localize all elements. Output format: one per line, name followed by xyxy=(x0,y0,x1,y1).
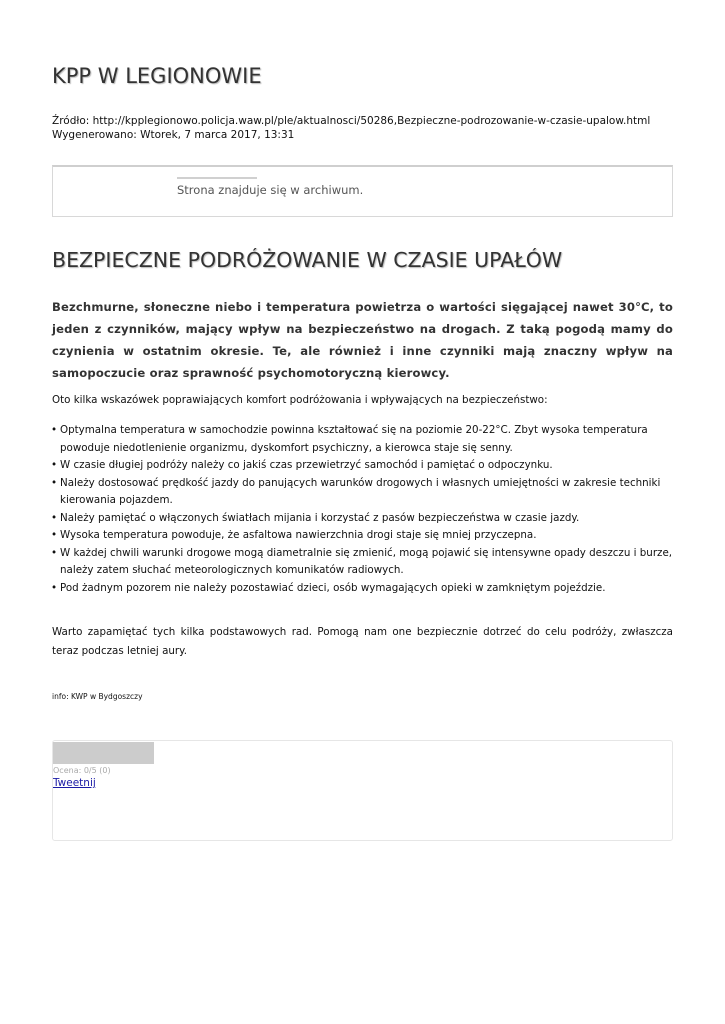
source-line: Źródło: http://kpplegionowo.policja.waw.pl/ple/aktualnosci/50286,Bezpieczne-podrozowanie-w-czasie-upalow.html xyxy=(52,115,651,127)
archive-divider xyxy=(177,177,257,179)
rating-share-box xyxy=(52,740,673,841)
tweet-link[interactable]: Tweetnij xyxy=(53,777,96,789)
rating-stars[interactable] xyxy=(53,742,154,764)
list-item: • Należy dostosować prędkość jazdy do panujących warunków drogowych i własnych umiejętności w zakresie techniki kierowania pojazdem. xyxy=(52,475,673,510)
meta-info xyxy=(52,114,673,142)
list-item: • W każdej chwili warunki drogowe mogą diametralnie się zmienić, mogą pojawić się intensywne opady deszczu i burze, należy zatem słuchać meteorologicznych komunikatów radiowych. xyxy=(52,545,673,580)
generated-line: Wygenerowano: Wtorek, 7 marca 2017, 13:31 xyxy=(52,129,295,141)
site-title: KPP W LEGIONOWIE xyxy=(52,64,262,88)
article-source-info: info: KWP w Bydgoszczy xyxy=(52,692,143,701)
list-item: • Wysoka temperatura powoduje, że asfaltowa nawierzchnia drogi staje się mniej przyczepna. xyxy=(52,527,673,545)
list-item: • Należy pamiętać o włączonych światłach mijania i korzystać z pasów bezpieczeństwa w czasie jazdy. xyxy=(52,510,673,528)
list-item: • Optymalna temperatura w samochodzie powinna kształtować się na poziomie 20-22°C. Zbyt wysoka temperatura powoduje niedotlenienie organizmu, dyskomfort psychiczny, a kierowca staje się senny. xyxy=(52,422,673,457)
rating-text: Ocena: 0/5 (0) xyxy=(53,766,111,775)
archive-notice-box xyxy=(52,165,673,217)
tips-list xyxy=(52,422,673,597)
article-title: BEZPIECZNE PODRÓŻOWANIE W CZASIE UPAŁÓW xyxy=(52,248,563,272)
list-item: • W czasie długiej podróży należy co jakiś czas przewietrzyć samochód i pamiętać o odpoczynku. xyxy=(52,457,673,475)
archive-notice: Strona znajduje się w archiwum. xyxy=(177,183,364,197)
list-item: • Pod żadnym pozorem nie należy pozostawiać dzieci, osób wymagających opieki w zamkniętym pojeździe. xyxy=(52,580,673,598)
article-lead: Bezchmurne, słoneczne niebo i temperatura powietrza o wartości sięgającej nawet 30°C, to jeden z czynników, mający wpływ na bezpieczeństwo na drogach. Z taką pogodą mamy do czynienia w ostatnim okresie. Te, ale również i inne czynniki mają znaczny wpływ na samopoczucie oraz sprawność psychomotoryczną kierowcy. xyxy=(52,300,673,380)
article-intro: Oto kilka wskazówek poprawiających komfort podróżowania i wpływających na bezpieczeństwo: xyxy=(52,394,548,406)
article-closing: Warto zapamiętać tych kilka podstawowych rad. Pomogą nam one bezpiecznie dotrzeć do celu podróży, zwłaszcza teraz podczas letniej aury. xyxy=(52,626,673,657)
